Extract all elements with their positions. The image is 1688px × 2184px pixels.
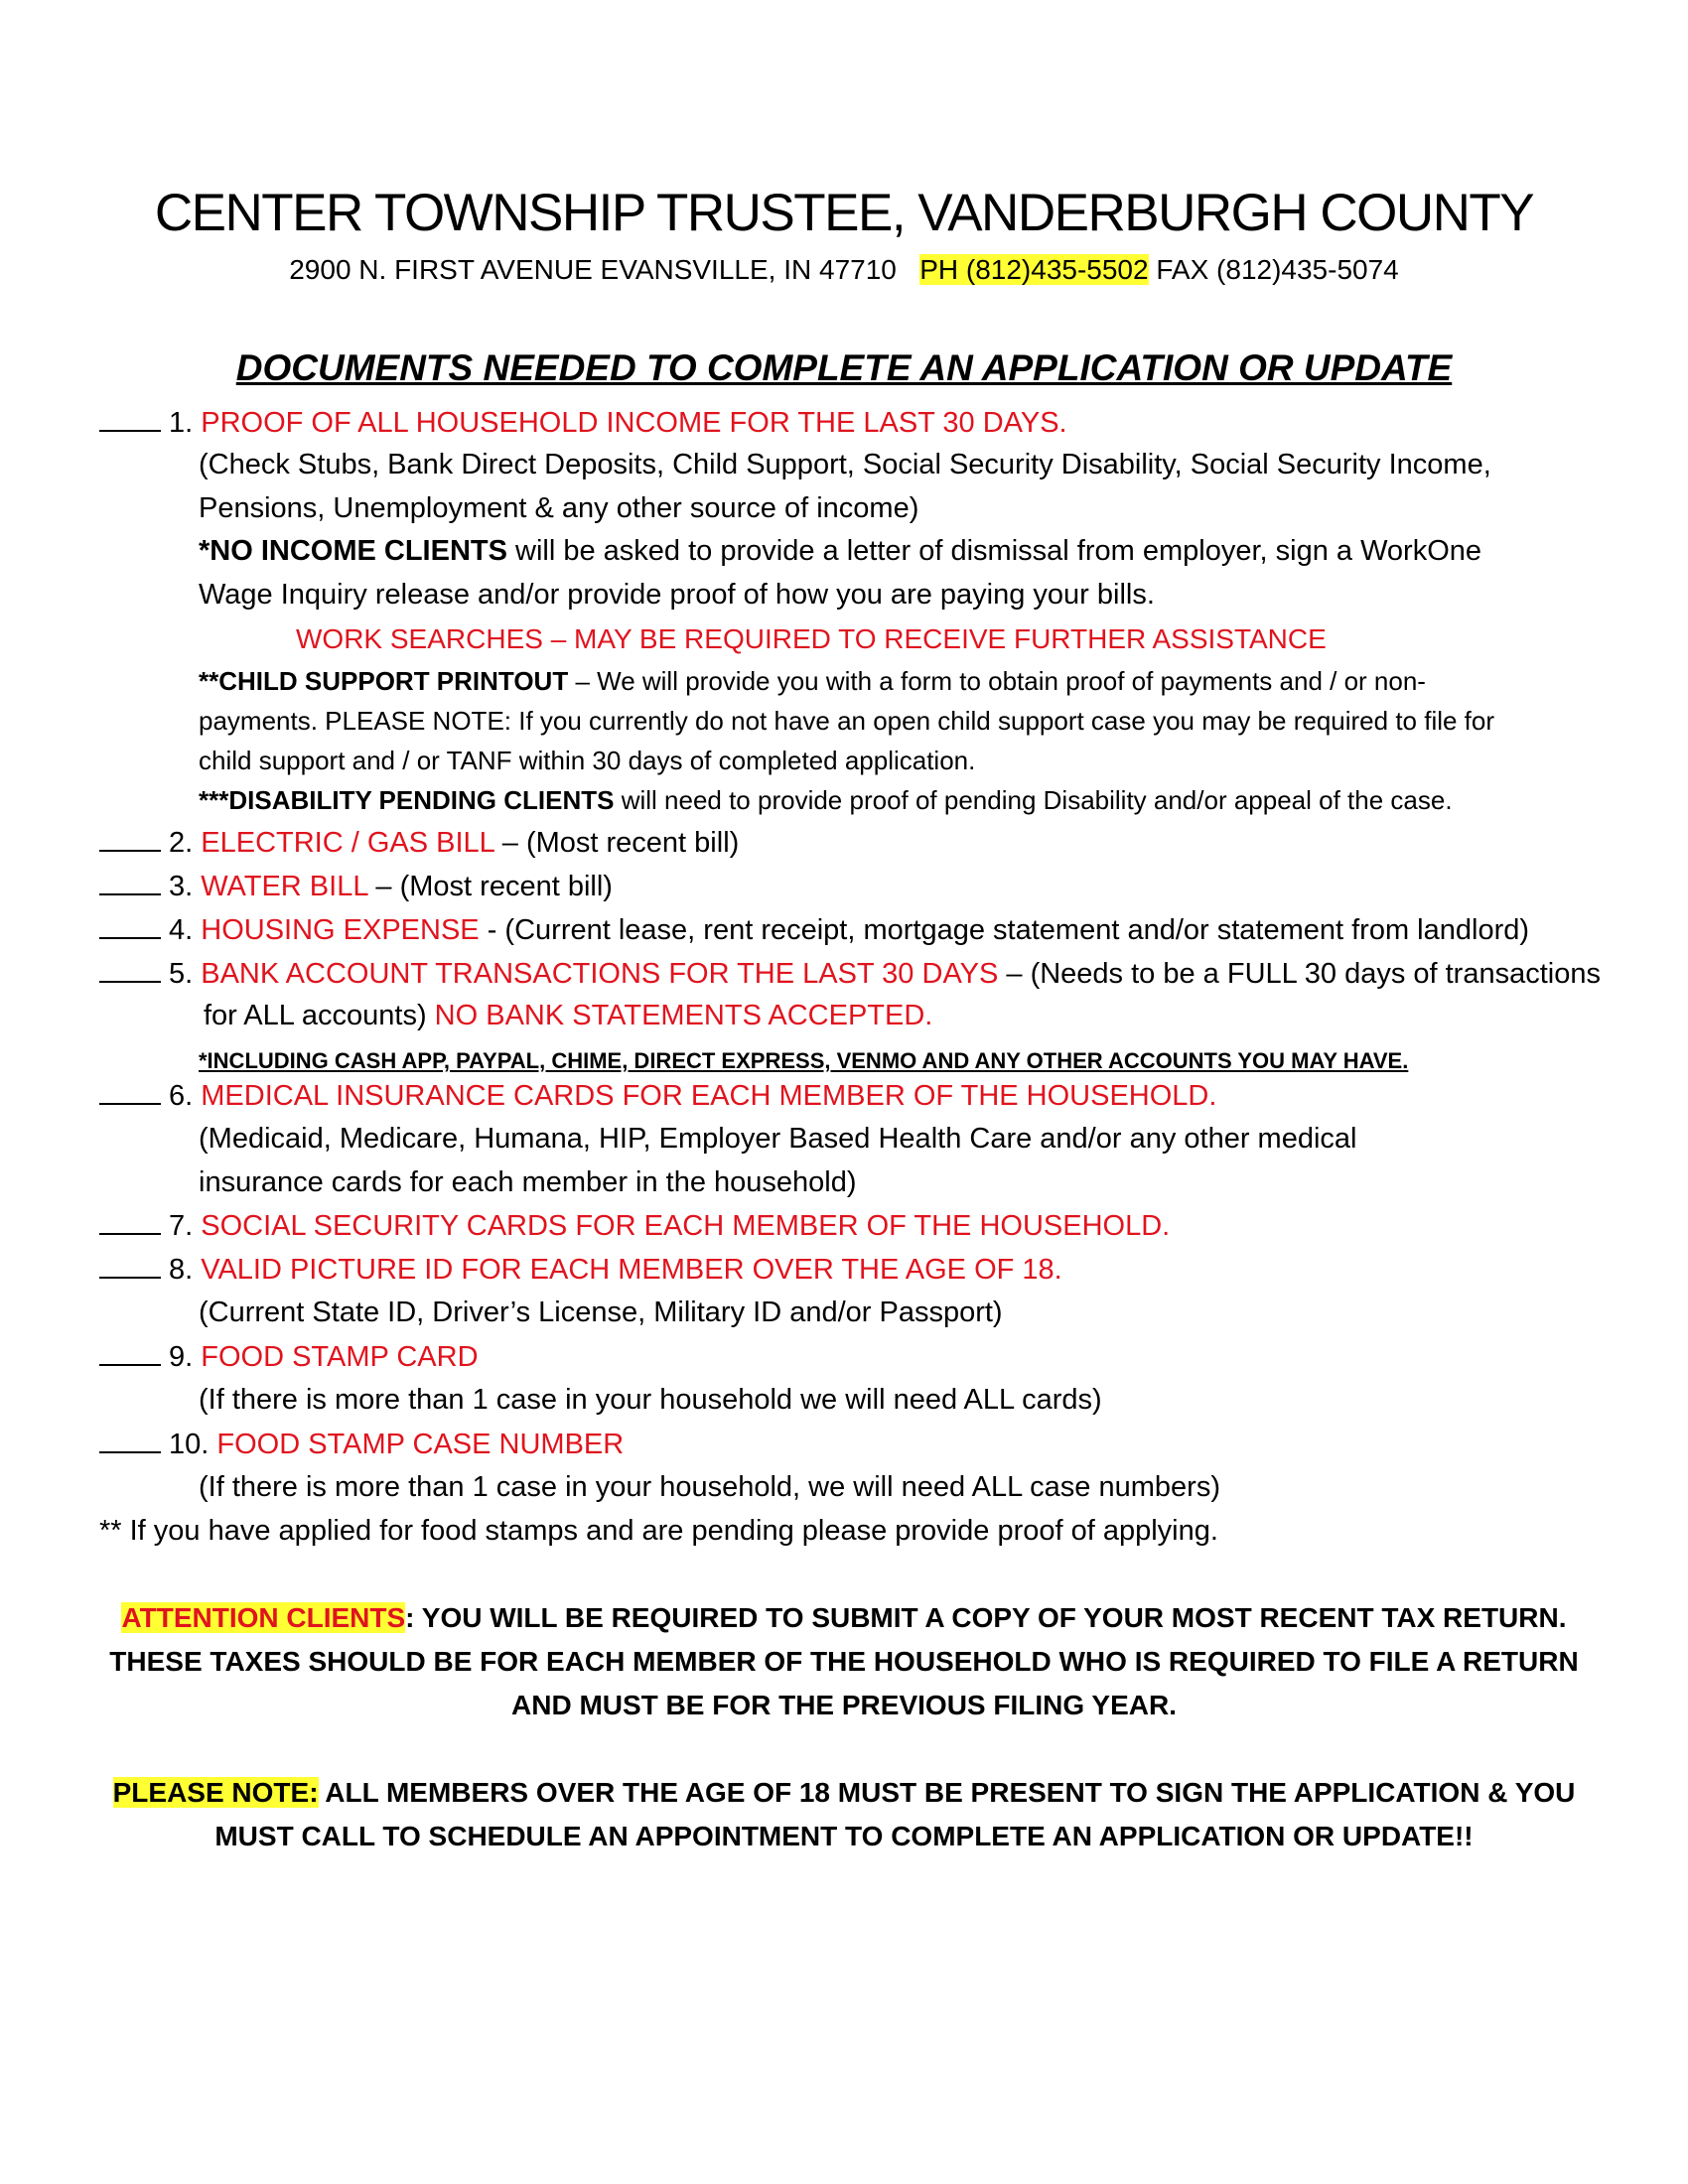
item-title: ELECTRIC / GAS BILL <box>201 827 494 859</box>
item-description: (If there is more than 1 case in your household we will need ALL cards) <box>199 1384 1102 1416</box>
item-description: (Current State ID, Driver’s License, Military ID and/or Passport) <box>199 1297 1003 1328</box>
contact-line <box>0 250 1688 290</box>
item-description: insurance cards for each member in the household) <box>199 1166 857 1198</box>
item-description-cont: for ALL accounts) NO BANK STATEMENTS ACCEPTED. <box>204 1000 933 1031</box>
documents-heading: DOCUMENTS NEEDED TO COMPLETE AN APPLICATION OR UPDATE <box>235 347 1453 388</box>
food-stamps-footnote: ** If you have applied for food stamps and are pending please provide proof of applying. <box>99 1515 1218 1547</box>
checklist-item-9: 9. FOOD STAMP CARD <box>99 1336 479 1377</box>
child-support-note-cont: payments. PLEASE NOTE: If you currently do not have an open child support case you may be required to file for <box>199 706 1495 736</box>
attention-line-3: AND MUST BE FOR THE PREVIOUS FILING YEAR. <box>511 1690 1177 1720</box>
check-blank <box>99 953 161 983</box>
check-blank <box>99 866 161 895</box>
no-bank-statements: NO BANK STATEMENTS ACCEPTED. <box>434 1000 933 1031</box>
work-searches-note: WORK SEARCHES – MAY BE REQUIRED TO RECEIVE FURTHER ASSISTANCE <box>296 623 1327 654</box>
item-number: 1. <box>169 407 194 439</box>
page-title: CENTER TOWNSHIP TRUSTEE, VANDERBURGH COUNTY <box>154 184 1534 242</box>
disability-note: ***DISABILITY PENDING CLIENTS will need to provide proof of pending Disability and/or appeal of the case. <box>199 785 1453 815</box>
phone-number: PH (812)435-5502 <box>919 254 1149 285</box>
item-title: BANK ACCOUNT TRANSACTIONS FOR THE LAST 30 DAYS <box>201 958 999 990</box>
check-blank <box>99 1249 161 1279</box>
item-description: (If there is more than 1 case in your household, we will need ALL case numbers) <box>199 1471 1220 1503</box>
item-description: (Medicaid, Medicare, Humana, HIP, Employer Based Health Care and/or any other medical <box>199 1123 1357 1155</box>
check-blank <box>99 909 161 939</box>
checklist-item-3: 3. WATER BILL – (Most recent bill) <box>99 866 613 906</box>
checklist-item-1 <box>99 402 1067 443</box>
attention-line-2: THESE TAXES SHOULD BE FOR EACH MEMBER OF THE HOUSEHOLD WHO IS REQUIRED TO FILE A RETURN <box>109 1646 1579 1677</box>
check-blank <box>99 822 161 852</box>
checklist-item-2: 2. ELECTRIC / GAS BILL – (Most recent bill) <box>99 822 739 863</box>
attention-line-1: ATTENTION CLIENTS: YOU WILL BE REQUIRED TO SUBMIT A COPY OF YOUR MOST RECENT TAX RETURN. <box>121 1602 1567 1633</box>
please-note-line-2: MUST CALL TO SCHEDULE AN APPOINTMENT TO COMPLETE AN APPLICATION OR UPDATE!! <box>214 1821 1474 1851</box>
item-description: Pensions, Unemployment & any other source of income) <box>199 492 919 524</box>
attention-label: ATTENTION CLIENTS <box>121 1602 406 1633</box>
fax-number: FAX (812)435-5074 <box>1156 254 1399 285</box>
checklist-item-5: 5. BANK ACCOUNT TRANSACTIONS FOR THE LAST 30 DAYS – (Needs to be a FULL 30 days of transactions <box>99 953 1601 994</box>
item-title: FOOD STAMP CASE NUMBER <box>216 1429 625 1460</box>
checklist-item-6: 6. MEDICAL INSURANCE CARDS FOR EACH MEMBER OF THE HOUSEHOLD. <box>99 1075 1216 1116</box>
checklist-item-8: 8. VALID PICTURE ID FOR EACH MEMBER OVER THE AGE OF 18. <box>99 1249 1062 1290</box>
item-description: – (Most recent bill) <box>367 871 613 902</box>
item-description: (Check Stubs, Bank Direct Deposits, Child Support, Social Security Disability, Social Security Income, <box>199 449 1491 480</box>
check-blank <box>99 1075 161 1105</box>
no-income-note-cont: Wage Inquiry release and/or provide proof of how you are paying your bills. <box>199 579 1155 611</box>
check-blank <box>99 402 161 432</box>
checklist-item-7: 7. SOCIAL SECURITY CARDS FOR EACH MEMBER OF THE HOUSEHOLD. <box>99 1205 1170 1246</box>
item-title: WATER BILL <box>201 871 368 902</box>
child-support-note-cont: child support and / or TANF within 30 days of completed application. <box>199 746 976 775</box>
item-title: MEDICAL INSURANCE CARDS FOR EACH MEMBER OF THE HOUSEHOLD. <box>201 1080 1217 1112</box>
please-note-line-1: PLEASE NOTE: ALL MEMBERS OVER THE AGE OF 18 MUST BE PRESENT TO SIGN THE APPLICATION & YOU <box>112 1777 1576 1808</box>
item-title: SOCIAL SECURITY CARDS FOR EACH MEMBER OF THE HOUSEHOLD. <box>201 1210 1171 1242</box>
item-title: PROOF OF ALL HOUSEHOLD INCOME FOR THE LAST 30 DAYS. <box>201 407 1067 439</box>
item-title: FOOD STAMP CARD <box>201 1341 479 1373</box>
child-support-note: **CHILD SUPPORT PRINTOUT – We will provide you with a form to obtain proof of payments and / or non- <box>199 666 1426 696</box>
checklist-item-10: 10. FOOD STAMP CASE NUMBER <box>99 1424 624 1464</box>
including-accounts-note: *INCLUDING CASH APP, PAYPAL, CHIME, DIRECT EXPRESS, VENMO AND ANY OTHER ACCOUNTS YOU MAY HAVE. <box>199 1048 1409 1073</box>
item-description: - (Current lease, rent receipt, mortgage statement and/or statement from landlord) <box>479 914 1530 946</box>
check-blank <box>99 1205 161 1235</box>
item-title: VALID PICTURE ID FOR EACH MEMBER OVER THE AGE OF 18. <box>201 1254 1062 1286</box>
item-description: – (Most recent bill) <box>493 827 740 859</box>
check-blank <box>99 1424 161 1453</box>
check-blank <box>99 1336 161 1366</box>
item-description: – (Needs to be a FULL 30 days of transactions <box>998 958 1601 990</box>
checklist-item-4: 4. HOUSING EXPENSE - (Current lease, rent receipt, mortgage statement and/or statement from landlord) <box>99 909 1529 950</box>
please-note-label: PLEASE NOTE: <box>112 1777 319 1808</box>
no-income-note: *NO INCOME CLIENTS will be asked to provide a letter of dismissal from employer, sign a WorkOne <box>199 535 1482 567</box>
address: 2900 N. FIRST AVENUE EVANSVILLE, IN 47710 <box>289 254 897 285</box>
item-title: HOUSING EXPENSE <box>201 914 480 946</box>
